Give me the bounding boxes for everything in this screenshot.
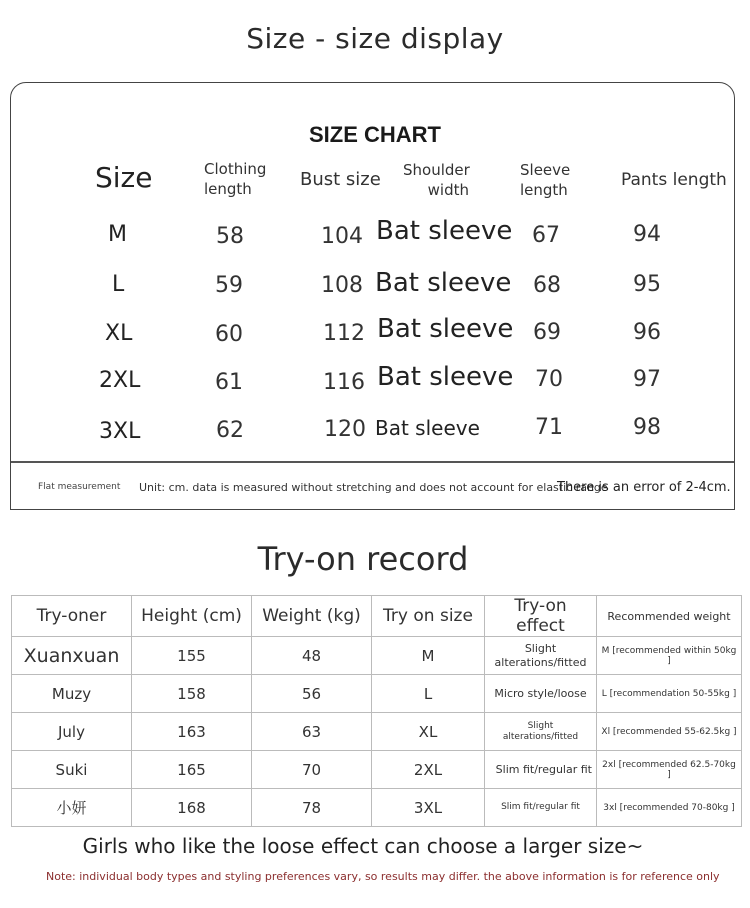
weight-cell: 63 (252, 713, 372, 751)
header-tryon-size: Try on size (372, 596, 485, 637)
size-cell: L (372, 675, 485, 713)
recommended-cell: 3xl [recommended 70-80kg ] (597, 789, 742, 827)
effect-cell: Slight alterations/fitted (485, 713, 597, 751)
shoulder-cell: Bat sleeve (375, 416, 480, 440)
height-cell: 168 (132, 789, 252, 827)
loose-effect-note: Girls who like the loose effect can choose a larger size~ (82, 834, 644, 858)
recommended-cell: Xl [recommended 55-62.5kg ] (597, 713, 742, 751)
size-cell: 2XL (372, 751, 485, 789)
tryon-table (11, 595, 742, 827)
size-cell: XL (105, 321, 133, 346)
recommended-cell: M [recommended within 50kg ] (597, 637, 742, 675)
size-chart-divider (11, 461, 734, 463)
weight-cell: 70 (252, 751, 372, 789)
unit-note: Unit: cm. data is measured without stretching and does not account for elastic range (139, 481, 608, 494)
size-cell: L (112, 272, 125, 297)
size-cell: XL (372, 713, 485, 751)
height-cell: 165 (132, 751, 252, 789)
effect-cell: Slim fit/regular fit (485, 789, 597, 827)
height-cell: 155 (132, 637, 252, 675)
header-recommended-weight: Recommended weight (597, 596, 742, 637)
recommended-cell: L [recommendation 50-55kg ] (597, 675, 742, 713)
size-display-title: Size - size display (246, 22, 504, 55)
weight-cell: 48 (252, 637, 372, 675)
header-tryon-effect: Try-on effect (485, 596, 597, 637)
sleeve-cell: 68 (533, 273, 561, 298)
size-chart-heading: SIZE CHART (309, 122, 441, 147)
pants-cell: 98 (633, 415, 661, 440)
header-sleeve-length-line1: Sleeve (520, 161, 571, 179)
table-header-row (12, 596, 742, 637)
header-pants-length: Pants length (621, 170, 727, 190)
header-bust-size: Bust size (300, 169, 381, 190)
clothing-length-cell: 58 (216, 224, 244, 249)
sleeve-cell: 69 (533, 320, 561, 345)
clothing-length-cell: 61 (215, 370, 243, 395)
flat-measurement-label: Flat measurement (38, 482, 121, 492)
header-clothing-length-line1: Clothing (204, 160, 267, 178)
effect-cell: Slim fit/regular fit (485, 751, 597, 789)
bust-cell: 116 (323, 370, 365, 395)
table-row (12, 637, 742, 675)
size-cell: 3XL (99, 419, 141, 444)
header-weight: Weight (kg) (252, 596, 372, 637)
size-cell: 2XL (99, 368, 141, 393)
header-height: Height (cm) (132, 596, 252, 637)
pants-cell: 95 (633, 272, 661, 297)
header-clothing-length-line2: length (204, 180, 252, 198)
recommended-cell: 2xl [recommended 62.5-70kg ] (597, 751, 742, 789)
clothing-length-cell: 62 (216, 418, 244, 443)
header-sleeve-length-line2: length (520, 181, 568, 199)
header-sleeve-length (520, 160, 570, 200)
bust-cell: 108 (321, 273, 363, 298)
pants-cell: 96 (633, 320, 661, 345)
tryoner-cell: Suki (12, 751, 132, 789)
shoulder-cell: Bat sleeve (376, 216, 513, 246)
tryoner-cell: July (12, 713, 132, 751)
header-shoulder-width (403, 160, 469, 200)
tryon-title: Try-on record (257, 540, 469, 578)
table-row (12, 751, 742, 789)
header-shoulder-width-line2: width (427, 181, 469, 199)
sleeve-cell: 70 (535, 367, 563, 392)
header-clothing-length (204, 159, 266, 199)
tryoner-cell: Muzy (12, 675, 132, 713)
tryoner-cell: Xuanxuan (12, 637, 132, 675)
disclaimer-note: Note: individual body types and styling preferences vary, so results may differ. the above information is for reference only (46, 870, 720, 883)
effect-cell: Micro style/loose (485, 675, 597, 713)
size-cell: M (372, 637, 485, 675)
error-note: There is an error of 2-4cm. (557, 480, 731, 495)
sleeve-cell: 67 (532, 223, 560, 248)
shoulder-cell: Bat sleeve (377, 362, 514, 392)
header-size: Size (95, 161, 153, 194)
height-cell: 163 (132, 713, 252, 751)
table-row (12, 789, 742, 827)
weight-cell: 56 (252, 675, 372, 713)
bust-cell: 104 (321, 224, 363, 249)
header-shoulder-width-line1: Shoulder (403, 161, 470, 179)
effect-cell: Slight alterations/fitted (485, 637, 597, 675)
clothing-length-cell: 59 (215, 273, 243, 298)
size-cell: M (108, 222, 127, 247)
pants-cell: 97 (633, 367, 661, 392)
table-row (12, 675, 742, 713)
shoulder-cell: Bat sleeve (377, 314, 514, 344)
sleeve-cell: 71 (535, 415, 563, 440)
size-cell: 3XL (372, 789, 485, 827)
clothing-length-cell: 60 (215, 322, 243, 347)
bust-cell: 112 (323, 321, 365, 346)
height-cell: 158 (132, 675, 252, 713)
weight-cell: 78 (252, 789, 372, 827)
pants-cell: 94 (633, 222, 661, 247)
table-row (12, 713, 742, 751)
header-tryoner: Try-oner (12, 596, 132, 637)
tryoner-cell: 小妍 (12, 789, 132, 827)
shoulder-cell: Bat sleeve (375, 268, 512, 298)
bust-cell: 120 (324, 417, 366, 442)
